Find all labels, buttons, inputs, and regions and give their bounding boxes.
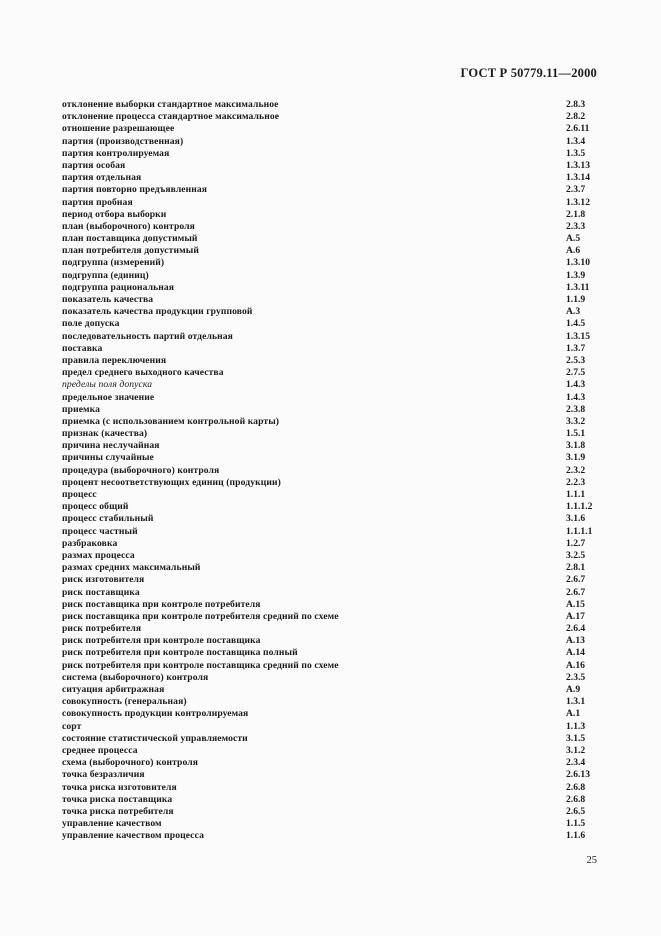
index-reference: 1.1.1: [566, 489, 586, 500]
index-reference: 2.3.8: [566, 403, 586, 415]
index-term: размах процесса: [62, 549, 135, 561]
index-term: схема (выборочного) контроля: [62, 757, 199, 769]
index-entry: [62, 440, 602, 452]
index-entry: [62, 513, 602, 525]
index-reference: 1.3.15: [566, 330, 590, 342]
index-term: сорт: [62, 720, 82, 732]
index-entry: [62, 197, 602, 209]
index-reference: 1.3.9: [566, 269, 586, 281]
index-term: поставка: [62, 342, 103, 354]
index-term: процесс общий: [62, 501, 129, 513]
index-entry: [62, 782, 602, 794]
index-entry: [62, 184, 602, 196]
index-term: партия повторно предъявленная: [62, 184, 208, 196]
term-index-list: [62, 99, 602, 842]
index-term: подгруппа (измерений): [62, 257, 165, 269]
index-entry: [62, 233, 602, 245]
index-term: риск поставщика при контроле потребителя средний по схеме: [62, 610, 339, 622]
index-entry: [62, 562, 602, 574]
index-entry: [62, 538, 602, 550]
index-reference: 2.6.5: [566, 805, 586, 817]
index-term: совокупность продукции контролируемая: [62, 708, 249, 720]
index-term: процесс стабильный: [62, 513, 154, 525]
index-reference: А.14: [566, 647, 585, 659]
index-entry: [62, 306, 602, 318]
index-term: предел среднего выходного качества: [62, 367, 224, 379]
index-entry: [62, 318, 602, 330]
index-reference: 1.3.14: [566, 172, 590, 184]
index-entry: [62, 160, 602, 172]
index-entry: [62, 660, 602, 672]
index-term: показатель качества: [62, 294, 154, 305]
index-term: причина неслучайная: [62, 440, 160, 452]
index-entry: [62, 123, 602, 135]
index-term: план (выборочного) контроля: [62, 220, 195, 232]
index-reference: А.15: [566, 598, 585, 610]
index-term: подгруппа (единиц): [62, 269, 149, 281]
index-term: риск поставщика: [62, 586, 140, 598]
index-term: план потребителя допустимый: [62, 245, 199, 257]
index-term: совокупность (генеральная): [62, 696, 187, 708]
index-reference: 1.4.3: [566, 391, 586, 403]
index-term: риск изготовителя: [62, 574, 145, 586]
index-reference: 2.3.2: [566, 464, 586, 476]
index-entry: [62, 635, 602, 647]
index-reference: 1.3.4: [566, 135, 586, 147]
index-term: риск потребителя при контроле поставщика средний по схеме: [62, 659, 339, 671]
index-reference: 1.4.3: [566, 379, 586, 391]
index-reference: 2.6.8: [566, 781, 586, 793]
index-entry: [62, 794, 602, 806]
index-reference: А.13: [566, 635, 585, 647]
index-reference: 2.6.8: [566, 793, 586, 805]
index-entry: [62, 696, 602, 708]
index-term: управление качеством процесса: [62, 830, 204, 842]
index-reference: 2.6.7: [566, 586, 586, 598]
index-entry: [62, 416, 602, 428]
index-reference: 2.7.5: [566, 367, 586, 379]
index-reference: 2.5.3: [566, 354, 586, 366]
index-term: точка безразличия: [62, 769, 145, 781]
index-entry: [62, 611, 602, 623]
index-entry: [62, 148, 602, 160]
index-reference: 2.8.2: [566, 111, 586, 123]
index-term: среднее процесса: [62, 744, 138, 756]
index-reference: А.3: [566, 306, 581, 318]
index-entry: [62, 745, 602, 757]
index-reference: 3.3.2: [566, 415, 586, 427]
index-term: подгруппа рациональная: [62, 281, 175, 293]
index-term: период отбора выборки: [62, 208, 167, 220]
index-term: отклонение выборки стандартное максимальное: [62, 99, 279, 110]
index-entry: [62, 221, 602, 233]
index-reference: 3.1.2: [566, 744, 586, 756]
index-entry: [62, 136, 602, 148]
index-reference: А.17: [566, 610, 585, 622]
index-reference: А.16: [566, 659, 585, 671]
index-term: правила переключения: [62, 354, 167, 366]
index-term: предельное значение: [62, 391, 155, 403]
index-term: отношение разрешающее: [62, 123, 175, 135]
index-entry: [62, 708, 602, 720]
index-entry: [62, 684, 602, 696]
index-reference: А.5: [566, 233, 581, 245]
index-reference: 1.3.1: [566, 696, 586, 708]
index-reference: 1.3.13: [566, 159, 590, 171]
index-entry: [62, 733, 602, 745]
index-entry: [62, 392, 602, 404]
index-reference: 2.3.5: [566, 671, 586, 683]
index-entry: [62, 574, 602, 586]
index-entry: [62, 623, 602, 635]
index-reference: 2.6.13: [566, 769, 590, 781]
index-entry: [62, 830, 602, 842]
index-entry: [62, 587, 602, 599]
index-entry: [62, 355, 602, 367]
index-reference: 1.1.5: [566, 818, 586, 830]
index-reference: 2.6.11: [566, 123, 590, 135]
index-entry: [62, 343, 602, 355]
index-reference: 3.1.6: [566, 513, 586, 525]
index-reference: 2.1.8: [566, 208, 586, 220]
index-entry: [62, 209, 602, 221]
index-term: размах средних максимальный: [62, 562, 201, 574]
index-entry: [62, 331, 602, 343]
index-reference: А.9: [566, 684, 581, 695]
index-reference: 2.6.4: [566, 623, 586, 635]
index-entry: [62, 465, 602, 477]
index-entry: [62, 282, 602, 294]
index-term: план поставщика допустимый: [62, 233, 198, 245]
index-term: точка риска изготовителя: [62, 781, 177, 793]
index-entry: [62, 111, 602, 123]
index-entry: [62, 599, 602, 611]
index-reference: 1.1.3: [566, 720, 586, 732]
index-term: партия особая: [62, 159, 126, 171]
index-reference: А.1: [566, 708, 581, 720]
index-entry: [62, 270, 602, 282]
index-reference: 1.3.10: [566, 257, 590, 269]
index-reference: 2.3.4: [566, 757, 586, 769]
index-term: разбраковка: [62, 537, 118, 549]
index-reference: 3.2.5: [566, 549, 586, 561]
index-term: поле допуска: [62, 318, 120, 330]
index-term: партия отдельная: [62, 172, 142, 184]
index-term: процент несоответствующих единиц (продукции): [62, 476, 281, 488]
index-reference: 3.1.9: [566, 452, 586, 464]
page-number: 25: [586, 855, 597, 866]
index-reference: 3.1.8: [566, 440, 586, 452]
index-term: точка риска поставщика: [62, 793, 173, 805]
index-reference: 1.3.5: [566, 147, 586, 159]
index-term: риск потребителя при контроле поставщика полный: [62, 647, 298, 659]
index-reference: 2.3.7: [566, 184, 586, 196]
index-term: риск потребителя при контроле поставщика: [62, 635, 261, 647]
index-reference: А.6: [566, 245, 581, 257]
index-reference: 1.3.11: [566, 281, 590, 293]
index-reference: 1.2.7: [566, 537, 586, 549]
index-entry: [62, 404, 602, 416]
index-term: риск поставщика при контроле потребителя: [62, 598, 261, 610]
index-entry: [62, 721, 602, 733]
index-reference: 1.4.5: [566, 318, 586, 330]
index-term: партия (производственная): [62, 135, 184, 147]
index-entry: [62, 757, 602, 769]
index-term: ситуация арбитражная: [62, 684, 165, 695]
index-term: причины случайные: [62, 452, 154, 464]
index-entry: [62, 647, 602, 659]
index-reference: 1.5.1: [566, 428, 586, 440]
index-term: приемка: [62, 403, 101, 415]
index-reference: 1.3.12: [566, 196, 590, 208]
index-term: показатель качества продукции групповой: [62, 306, 253, 318]
index-entry: [62, 477, 602, 489]
index-entry: [62, 172, 602, 184]
index-entry: [62, 526, 602, 538]
index-entry: [62, 99, 602, 111]
index-reference: 2.8.1: [566, 562, 586, 574]
index-term: процесс частный: [62, 525, 138, 537]
index-entry: [62, 367, 602, 379]
index-entry: [62, 294, 602, 306]
index-term: точка риска потребителя: [62, 805, 174, 817]
index-term: риск потребителя: [62, 623, 142, 635]
index-entry: [62, 379, 602, 391]
index-entry: [62, 489, 602, 501]
index-term: приемка (с использованием контрольной карты): [62, 415, 280, 427]
index-reference: 3.1.5: [566, 732, 586, 744]
index-term: процедура (выборочного) контроля: [62, 464, 220, 476]
index-term: процесс: [62, 489, 97, 500]
index-reference: 2.8.3: [566, 99, 586, 110]
index-term: отклонение процесса стандартное максимальное: [62, 111, 280, 123]
index-reference: 1.1.1.2: [566, 501, 593, 513]
index-reference: 1.1.6: [566, 830, 586, 842]
index-term: пределы поля допуска: [62, 379, 153, 391]
index-reference: 2.6.7: [566, 574, 586, 586]
index-term: признак (качества): [62, 428, 148, 440]
index-entry: [62, 818, 602, 830]
index-entry: [62, 806, 602, 818]
index-reference: 1.1.1.1: [566, 525, 593, 537]
index-reference: 1.1.9: [566, 294, 586, 305]
index-term: управление качеством: [62, 818, 162, 830]
index-entry: [62, 452, 602, 464]
document-header: ГОСТ Р 50779.11—2000: [460, 66, 597, 80]
index-term: партия контролируемая: [62, 147, 170, 159]
index-term: последовательность партий отдельная: [62, 330, 233, 342]
index-entry: [62, 245, 602, 257]
index-entry: [62, 501, 602, 513]
index-reference: 2.2.3: [566, 476, 586, 488]
index-entry: [62, 769, 602, 781]
index-entry: [62, 257, 602, 269]
index-term: партия пробная: [62, 196, 133, 208]
index-reference: 2.3.3: [566, 220, 586, 232]
index-term: система (выборочного) контроля: [62, 671, 209, 683]
index-reference: 1.3.7: [566, 342, 586, 354]
index-term: состояние статистической управляемости: [62, 732, 248, 744]
index-entry: [62, 550, 602, 562]
index-entry: [62, 672, 602, 684]
index-entry: [62, 428, 602, 440]
